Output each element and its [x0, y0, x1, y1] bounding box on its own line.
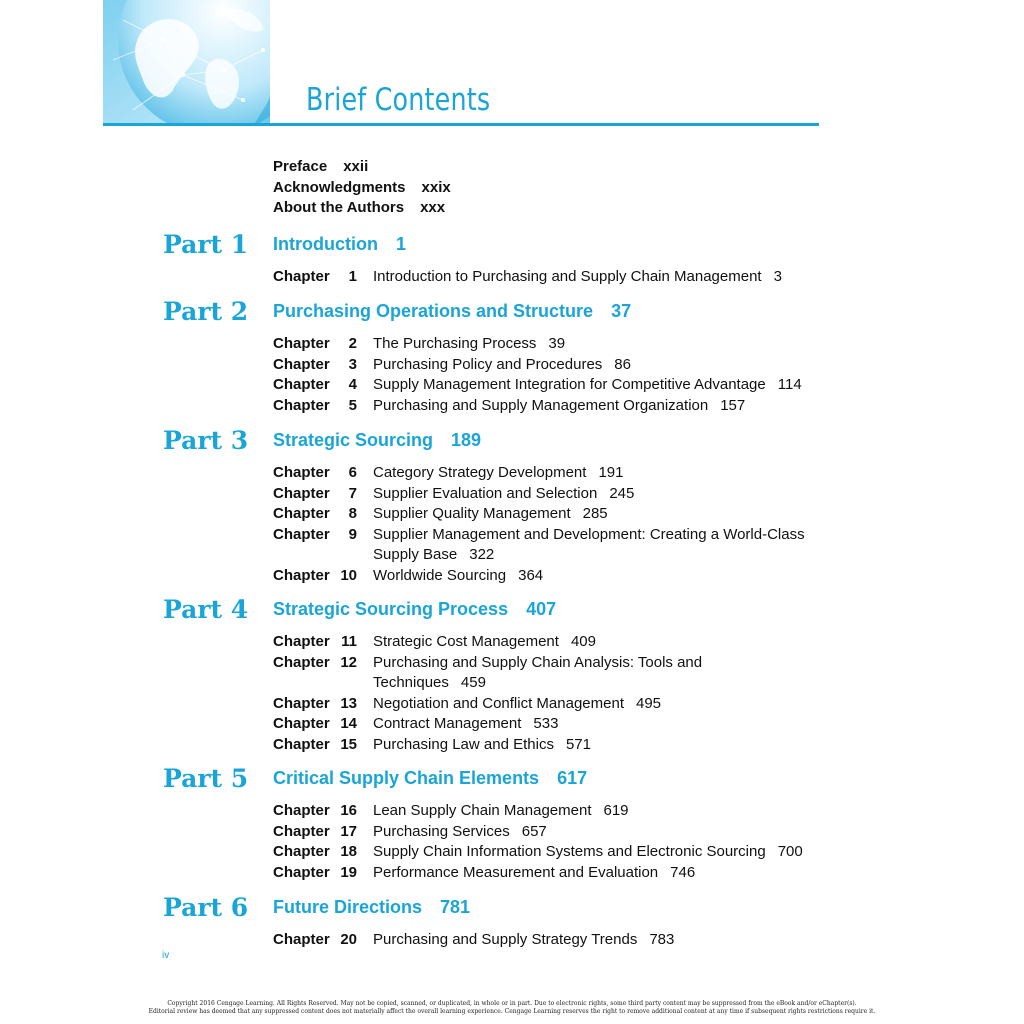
chapter-title: Purchasing and Supply Strategy Trends: [373, 931, 638, 948]
part-label: Part 3: [163, 426, 249, 455]
chapter-title: Lean Supply Chain Management: [373, 802, 592, 819]
chapter-entry[interactable]: [273, 375, 823, 396]
chapter-entry[interactable]: [273, 355, 823, 376]
part-title-text: Strategic Sourcing Process: [273, 599, 509, 619]
front-matter-acknowledgments[interactable]: [273, 178, 451, 199]
chapter-entry[interactable]: [273, 334, 823, 355]
chapter-page: 39: [548, 335, 566, 352]
chapter-entry[interactable]: [273, 396, 823, 417]
chapter-page: 3: [773, 268, 782, 285]
part-title-text: Critical Supply Chain Elements: [273, 768, 540, 788]
chapter-page: 191: [598, 464, 624, 481]
chapter-number: 18: [340, 843, 357, 860]
page-title: Brief Contents: [306, 82, 491, 118]
chapter-number: 15: [340, 735, 357, 753]
part-title[interactable]: [273, 234, 406, 255]
part-page: 407: [526, 599, 557, 619]
part-title[interactable]: [273, 301, 631, 322]
copyright-line: Copyright 2016 Cengage Learning. All Rights Reserved. May not be copied, scanned, or duplicated, in whole or in part. Due to electronic rights, some third party content may be suppressed from the eBook and/or eChapter(s).: [167, 1000, 857, 1007]
chapter-entry[interactable]: [273, 525, 823, 566]
part-title[interactable]: [273, 430, 481, 451]
chapter-title: Contract Management: [373, 715, 522, 732]
chapter-number: 14: [340, 715, 357, 732]
copyright-notice: [0, 1000, 1024, 1016]
chapter-number: 3: [348, 355, 357, 373]
chapter-word: Chapter: [273, 268, 330, 285]
chapter-title: Supply Chain Information Systems and Electronic Sourcing: [373, 843, 766, 860]
chapter-page: 783: [649, 931, 675, 948]
chapter-page: 409: [570, 633, 596, 650]
chapter-word: Chapter: [273, 633, 330, 650]
chapter-title: Purchasing Law and Ethics: [373, 735, 554, 753]
chapter-word: Chapter: [273, 802, 330, 819]
chapter-list: [273, 632, 823, 755]
part-title[interactable]: [273, 768, 587, 789]
part-label: Part 2: [163, 297, 249, 326]
chapter-word: Chapter: [273, 376, 330, 393]
part-title[interactable]: [273, 897, 470, 918]
part-page: 781: [440, 897, 471, 917]
chapter-list: [273, 463, 823, 586]
chapter-entry[interactable]: [273, 714, 823, 735]
part-title-text: Future Directions: [273, 897, 423, 917]
part-page: 37: [611, 301, 632, 321]
chapter-title: Strategic Cost Management: [373, 633, 559, 650]
chapter-word: Chapter: [273, 653, 330, 671]
chapter-number: 11: [341, 633, 357, 650]
part-title-text: Introduction: [273, 234, 378, 254]
front-matter-about-authors[interactable]: [273, 198, 451, 219]
chapter-number: 20: [340, 931, 357, 948]
chapter-entry[interactable]: [273, 822, 823, 843]
chapter-word: Chapter: [273, 931, 330, 948]
chapter-page: 157: [720, 396, 746, 414]
chapter-word: Chapter: [273, 566, 330, 584]
chapter-title: The Purchasing Process: [373, 335, 537, 352]
part-label: Part 1: [163, 230, 249, 259]
page-folio: iv: [162, 950, 170, 961]
chapter-entry[interactable]: [273, 863, 823, 884]
chapter-number: 10: [340, 566, 357, 584]
chapter-word: Chapter: [273, 355, 330, 373]
chapter-page: 746: [670, 863, 696, 881]
part-label: Part 4: [163, 595, 249, 624]
chapter-number: 19: [340, 863, 357, 881]
part-page: 617: [557, 768, 588, 788]
front-matter-label: Preface: [273, 158, 328, 175]
chapter-word: Chapter: [273, 464, 330, 481]
part-label: Part 5: [163, 764, 249, 793]
chapter-title: Supply Management Integration for Competitive Advantage: [373, 376, 766, 393]
chapter-title: Purchasing and Supply Management Organization: [373, 396, 709, 414]
globe-illustration: [103, 0, 270, 126]
part-title-text: Purchasing Operations and Structure: [273, 301, 594, 321]
chapter-entry[interactable]: [273, 735, 823, 756]
chapter-page: 700: [777, 843, 803, 860]
chapter-page: 571: [565, 735, 591, 753]
part-title[interactable]: [273, 599, 556, 620]
chapter-word: Chapter: [273, 505, 330, 522]
chapter-page: 285: [582, 505, 608, 522]
chapter-word: Chapter: [273, 843, 330, 860]
chapter-title: Introduction to Purchasing and Supply Chain Management: [373, 268, 762, 285]
chapter-list: [273, 930, 823, 951]
chapter-title: Category Strategy Development: [373, 464, 587, 481]
chapter-entry[interactable]: [273, 930, 823, 951]
chapter-number: 16: [340, 802, 357, 819]
chapter-entry[interactable]: [273, 653, 823, 694]
chapter-word: Chapter: [273, 396, 330, 414]
title-rule: [103, 123, 819, 126]
chapter-page: 495: [636, 694, 662, 712]
part-page: 1: [395, 234, 406, 254]
chapter-entry[interactable]: [273, 484, 823, 505]
chapter-entry[interactable]: [273, 801, 823, 822]
chapter-number: 2: [348, 335, 357, 352]
chapter-word: Chapter: [273, 863, 330, 881]
chapter-entry[interactable]: [273, 463, 823, 484]
chapter-number: 9: [348, 525, 357, 543]
chapter-number: 5: [348, 396, 357, 414]
chapter-title: Purchasing Services: [373, 822, 510, 840]
chapter-list: [273, 801, 823, 883]
globe-icon: [103, 0, 270, 126]
chapter-page: 245: [609, 484, 635, 502]
chapter-word: Chapter: [273, 525, 330, 543]
chapter-page: 657: [521, 822, 547, 840]
chapter-title: Negotiation and Conflict Management: [373, 694, 624, 712]
chapter-number: 12: [340, 653, 357, 671]
chapter-title: Supplier Quality Management: [373, 505, 571, 522]
chapter-title: Performance Measurement and Evaluation: [373, 863, 659, 881]
chapter-word: Chapter: [273, 484, 330, 502]
chapter-title: Purchasing and Supply Chain Analysis: Tools and Techniques: [373, 653, 703, 691]
chapter-title: Purchasing Policy and Procedures: [373, 355, 603, 373]
chapter-title: Supplier Management and Development: Creating a World-Class Supply Base: [373, 525, 805, 563]
chapter-word: Chapter: [273, 822, 330, 840]
chapter-page: 459: [460, 674, 486, 691]
chapter-page: 114: [777, 376, 802, 393]
chapter-number: 6: [348, 464, 357, 481]
front-matter-preface[interactable]: [273, 157, 451, 178]
front-matter-label: Acknowledgments: [273, 178, 406, 196]
chapter-page: 322: [469, 546, 495, 563]
chapter-list: [273, 267, 823, 288]
copyright-line: Editorial review has deemed that any suppressed content does not materially affect the overall learning experience. Cengage Learning reserves the right to remove additional content at any time if subsequent rights restrictions require it.: [148, 1008, 876, 1015]
chapter-number: 17: [340, 822, 357, 840]
chapter-page: 619: [603, 802, 629, 819]
front-matter-page: xxix: [421, 178, 451, 196]
front-matter-list: [273, 157, 451, 219]
chapter-entry[interactable]: [273, 632, 823, 653]
chapter-word: Chapter: [273, 694, 330, 712]
chapter-list: [273, 334, 823, 416]
chapter-entry[interactable]: [273, 842, 823, 863]
part-label: Part 6: [163, 893, 249, 922]
chapter-title: Supplier Evaluation and Selection: [373, 484, 598, 502]
part-page: 189: [451, 430, 482, 450]
chapter-number: 8: [348, 505, 357, 522]
chapter-entry[interactable]: [273, 566, 823, 587]
front-matter-label: About the Authors: [273, 199, 405, 216]
chapter-page: 533: [533, 715, 559, 732]
chapter-word: Chapter: [273, 735, 330, 753]
part-title-text: Strategic Sourcing: [273, 430, 434, 450]
chapter-word: Chapter: [273, 715, 330, 732]
chapter-page: 86: [614, 355, 631, 373]
chapter-number: 4: [348, 376, 357, 393]
chapter-entry[interactable]: [273, 267, 823, 288]
chapter-entry[interactable]: [273, 694, 823, 715]
chapter-title: Worldwide Sourcing: [373, 566, 507, 584]
front-matter-page: xxii: [343, 158, 369, 175]
chapter-entry[interactable]: [273, 504, 823, 525]
front-matter-page: xxx: [420, 199, 446, 216]
chapter-number: 13: [340, 694, 357, 712]
chapter-page: 364: [518, 566, 544, 584]
chapter-number: 1: [348, 268, 357, 285]
chapter-number: 7: [348, 484, 357, 502]
chapter-word: Chapter: [273, 335, 330, 352]
